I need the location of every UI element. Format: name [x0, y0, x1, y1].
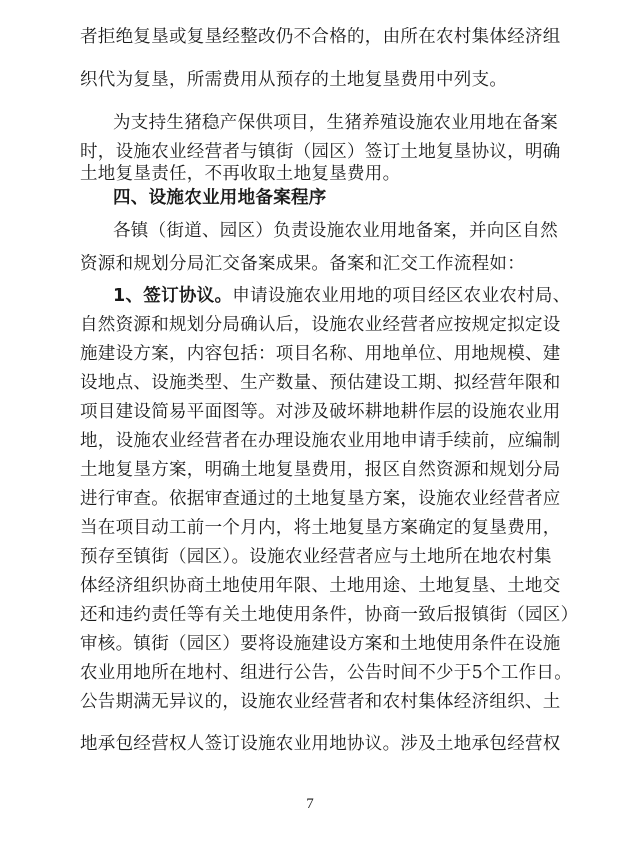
- text-line: 地，设施农业经营者在办理设施农业用地申请手续前，应编制: [80, 431, 561, 451]
- text-line-with-lead: [113, 286, 571, 306]
- text-line: 农业用地所在地村、组进行公告，公告时间不少于5个工作日。: [80, 663, 573, 683]
- text-line: 土地复垦责任，不再收取土地复垦费用。: [80, 164, 401, 184]
- text-line: 预存至镇街（园区）。设施农业经营者应与土地所在地农村集: [80, 547, 552, 567]
- text-line: 进行审查。依据审查通过的土地复垦方案，设施农业经营者应: [80, 489, 561, 509]
- text-line: 项目建设简易平面图等。对涉及破坏耕地耕作层的设施农业用: [80, 402, 561, 422]
- text-line: 为支持生猪稳产保供项目，生猪养殖设施农业用地在备案: [113, 113, 558, 133]
- text-line: 织代为复垦，所需费用从预存的土地复垦费用中列支。: [80, 70, 508, 90]
- text-line: 自然资源和规划分局确认后，设施农业经营者应按规定拟定设: [80, 315, 561, 335]
- text-line: 公告期满无异议的，设施农业经营者和农村集体经济组织、土: [80, 692, 561, 712]
- text-line: 施建设方案，内容包括：项目名称、用地单位、用地规模、建: [80, 344, 561, 364]
- text-line: 还和违约责任等有关土地使用条件，协商一致后报镇街（园区）: [80, 605, 579, 625]
- text-line: 设地点、设施类型、生产数量、预估建设工期、拟经营年限和: [80, 373, 561, 393]
- text-line: 各镇（街道、园区）负责设施农业用地备案，并向区自然: [113, 221, 558, 241]
- text-line: 资源和规划分局汇交备案成果。备案和汇交工作流程如：: [80, 254, 525, 274]
- text-line: 地承包经营权人签订设施农业用地协议。涉及土地承包经营权: [80, 734, 561, 754]
- step-lead-text: 申请设施农业用地的项目经区农业农村局、: [232, 286, 571, 306]
- page-number: 7: [306, 796, 314, 812]
- step-lead-label: 1、签订协议。: [113, 286, 233, 306]
- section-heading: 四、设施农业用地备案程序: [113, 188, 327, 208]
- text-line: 时，设施农业经营者与镇街（园区）签订土地复垦协议，明确: [80, 142, 561, 162]
- text-line: 者拒绝复垦或复垦经整改仍不合格的，由所在农村集体经济组: [80, 27, 561, 47]
- text-line: 审核。镇街（园区）要将设施建设方案和土地使用条件在设施: [80, 634, 561, 654]
- text-line: 当在项目动工前一个月内，将土地复垦方案确定的复垦费用，: [80, 518, 561, 538]
- text-line: 体经济组织协商土地使用年限、土地用途、土地复垦、土地交: [80, 576, 561, 596]
- text-line: 土地复垦方案，明确土地复垦费用，报区自然资源和规划分局: [80, 460, 561, 480]
